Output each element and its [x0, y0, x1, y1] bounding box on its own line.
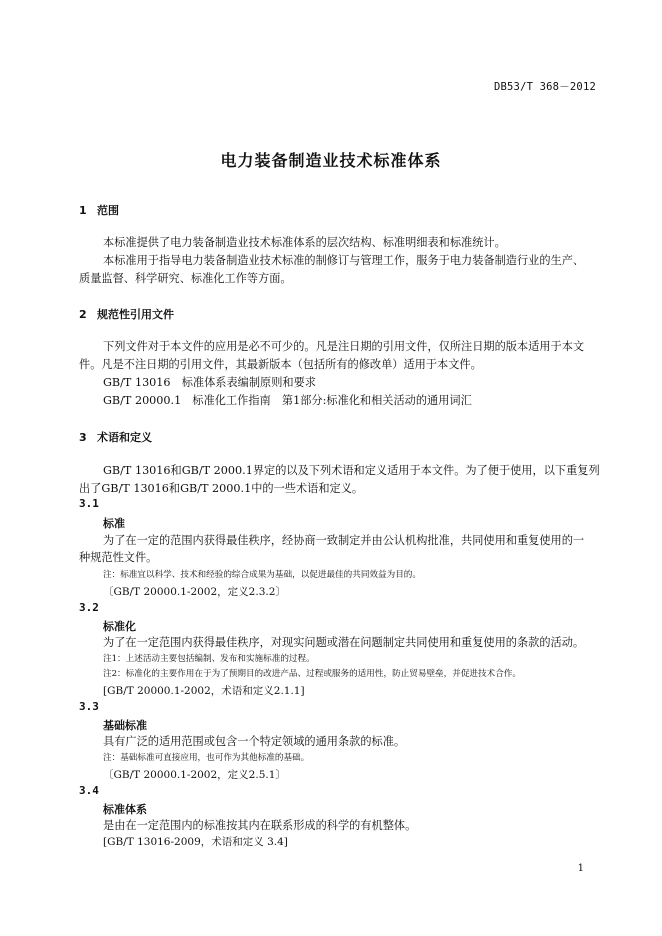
term-note: 注：标准宜以科学、技术和经验的综合成果为基础，以促进最佳的共同效益为目的。	[103, 570, 421, 580]
paragraph-line: 件。凡是不注日期的引用文件，其最新版本（包括所有的修改单）适用于本文件。	[79, 358, 482, 371]
section-number: 2	[79, 308, 87, 321]
term-source: [GB/T 20000.1-2002，术语和定义2.1.1]	[103, 685, 305, 697]
term-definition: 是由在一定范围内的标准按其内在联系形成的科学的有机整体。	[103, 819, 417, 832]
paragraph-line: 出了GB/T 13016和GB/T 2000.1中的一些术语和定义。	[79, 482, 364, 495]
section-number: 1	[79, 204, 87, 217]
section-1-heading	[79, 202, 119, 218]
term-source: 〔GB/T 20000.1-2002，定义2.5.1〕	[103, 769, 286, 781]
term-name: 标准化	[103, 620, 136, 633]
reference-item: GB/T 20000.1 标准化工作指南 第1部分:标准化和相关活动的通用词汇	[103, 394, 472, 407]
section-2-heading	[79, 306, 174, 322]
term-name: 标准	[103, 517, 125, 530]
term-number: 3.1	[79, 497, 99, 510]
section-title: 规范性引用文件	[97, 308, 174, 321]
paragraph: 本标准提供了电力装备制造业技术标准体系的层次结构、标准明细表和标准统计。	[103, 236, 506, 249]
reference-item: GB/T 13016 标准体系表编制原则和要求	[103, 376, 316, 389]
term-note: 注：基础标准可直接应用，也可作为其他标准的基础。	[103, 753, 310, 763]
term-definition: 种规范性文件。	[79, 551, 158, 564]
document-number: DB53/T 368－2012	[493, 81, 596, 93]
section-number: 3	[79, 431, 87, 444]
term-name: 基础标准	[103, 719, 147, 732]
paragraph-line: GB/T 13016和GB/T 2000.1界定的以及下列术语和定义适用于本文件。为了便于使用，以下重复列	[103, 464, 600, 477]
section-title: 术语和定义	[97, 431, 152, 444]
term-source: 〔GB/T 20000.1-2002，定义2.3.2〕	[103, 586, 286, 598]
term-note: 注1：上述活动主要包括编制、发布和实施标准的过程。	[103, 654, 315, 664]
term-definition: 具有广泛的适用范围或包含一个特定领域的通用条款的标准。	[103, 735, 406, 748]
term-definition: 为了在一定范围内获得最佳秩序，对现实问题或潜在问题制定共同使用和重复使用的条款的活动。	[103, 636, 585, 649]
paragraph-line: 下列文件对于本文件的应用是必不可少的。凡是注日期的引用文件，仅所注日期的版本适用于本文	[103, 340, 585, 353]
term-name: 标准体系	[103, 803, 147, 816]
page-number: 1	[577, 863, 584, 874]
term-note: 注2：标准化的主要作用在于为了预期目的改进产品、过程或服务的适用性，防止贸易壁垒，并促进技术合作。	[103, 669, 521, 679]
document-title: 电力装备制造业技术标准体系	[220, 151, 442, 170]
term-number: 3.4	[79, 784, 99, 797]
term-number: 3.2	[79, 601, 99, 614]
paragraph-line: 本标准用于指导电力装备制造业技术标准的制修订与管理工作，服务于电力装备制造行业的生产、	[103, 254, 585, 267]
term-number: 3.3	[79, 700, 99, 713]
section-title: 范围	[97, 204, 119, 217]
term-definition: 为了在一定的范围内获得最佳秩序，经协商一致制定并由公认机构批准，共同使用和重复使用的一	[103, 534, 585, 547]
paragraph-line: 质量监督、科学研究、标准化工作等方面。	[79, 272, 292, 285]
section-3-heading	[79, 429, 152, 445]
term-source: [GB/T 13016-2009，术语和定义 3.4]	[103, 836, 288, 848]
